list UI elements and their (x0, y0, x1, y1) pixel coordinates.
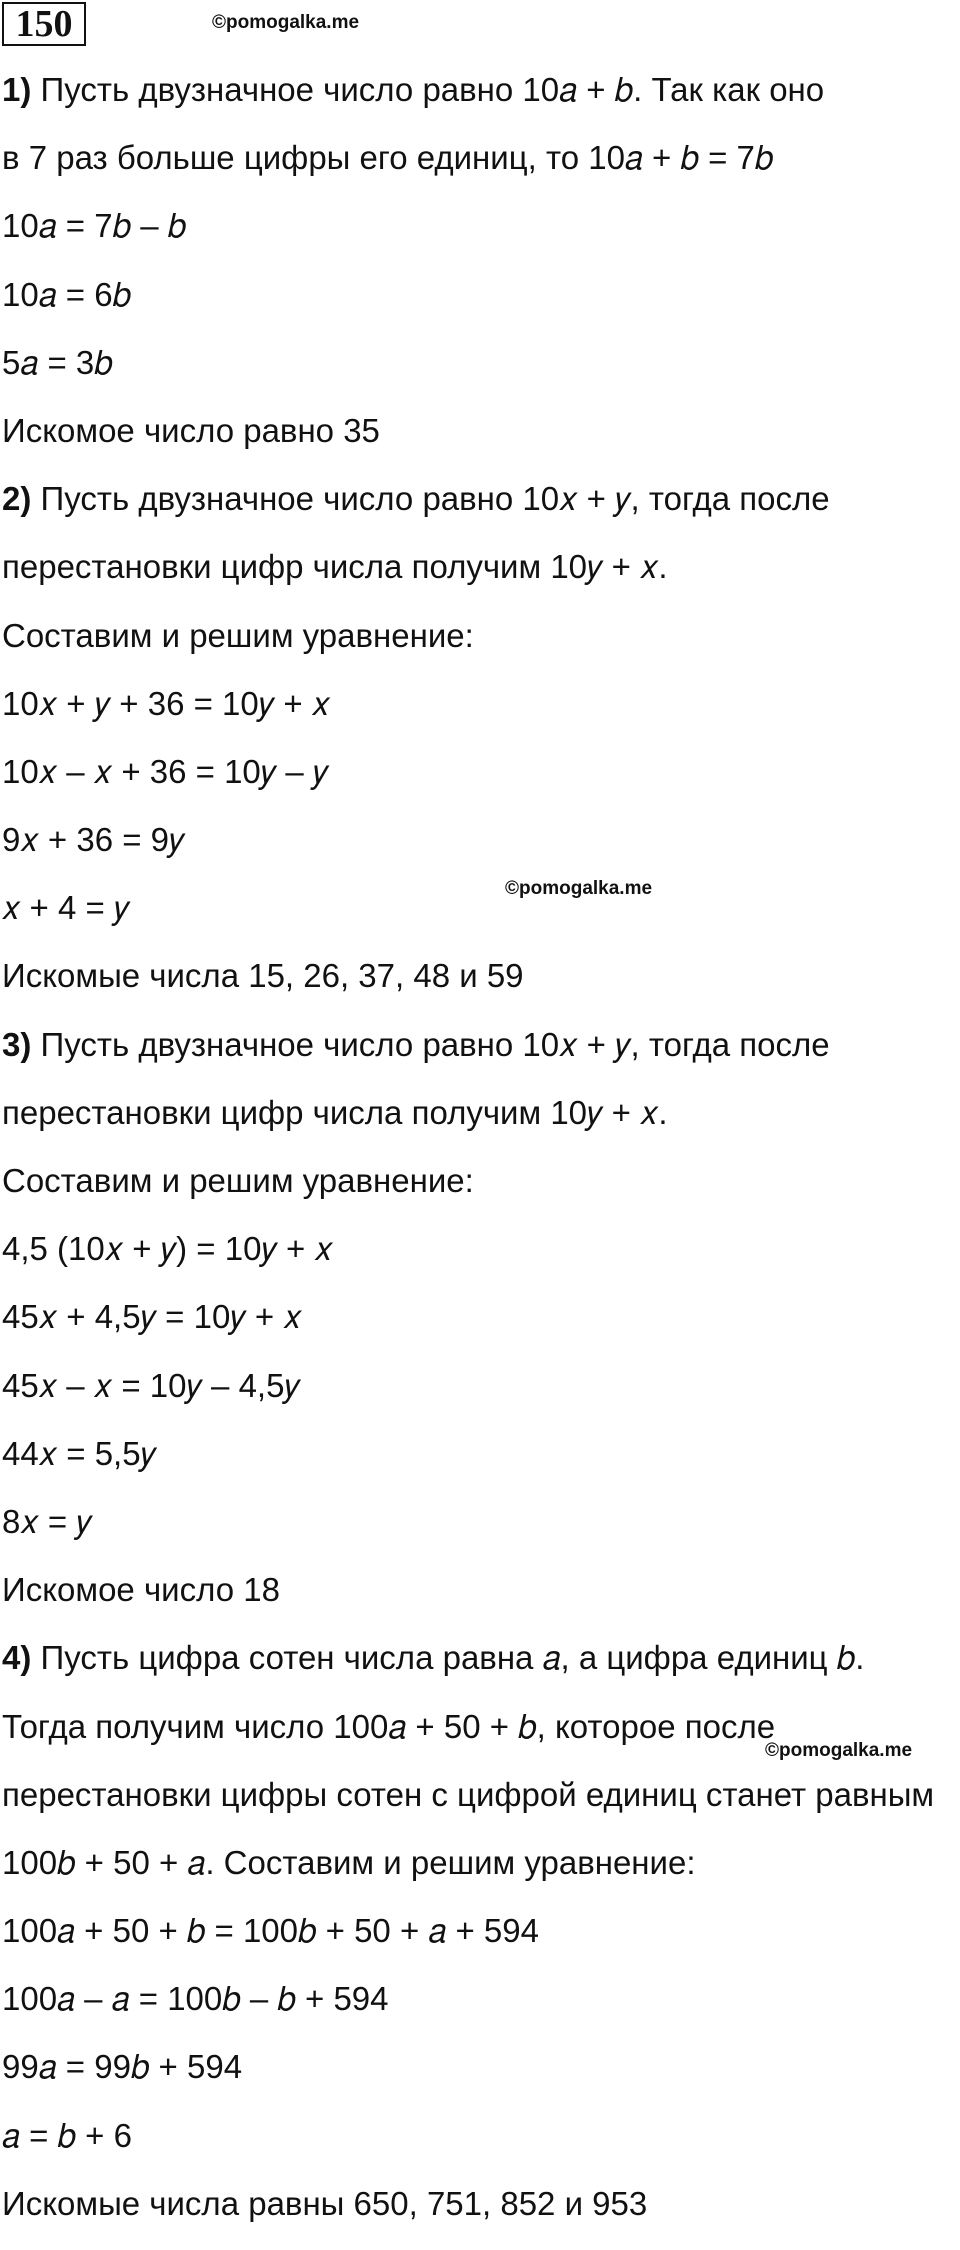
item-number: 1) (2, 71, 32, 108)
line-text: Пусть двузначное число равно 10𝑎 + 𝑏. Так как оно (31, 71, 825, 108)
line-text: 4,5 (10𝑥 + 𝑦) = 10𝑦 + 𝑥 (2, 1230, 333, 1268)
solution-line (2, 886, 934, 954)
solution-line (2, 1364, 934, 1432)
line-text: 45𝑥 + 4,5𝑦 = 10𝑦 + 𝑥 (2, 1298, 302, 1336)
problem-number-badge: 150 (2, 2, 86, 46)
line-text: 8𝑥 = 𝑦 (2, 1502, 92, 1540)
item-number: 3) (2, 1025, 32, 1063)
line-text: Пусть цифра сотен числа равна 𝑎, а цифра единиц 𝑏. (31, 1639, 865, 1677)
solution-line (2, 68, 934, 136)
watermark: ©pomogalka.me (765, 1740, 913, 1761)
solution-line (2, 1023, 934, 1091)
line-text: Тогда получим число 100𝑎 + 50 + 𝑏, которое после (2, 1707, 776, 1745)
solution-line (2, 1705, 934, 1773)
watermark: ©pomogalka.me (212, 12, 360, 33)
solution-line (2, 1841, 934, 1909)
line-text: в 7 раз больше цифры его единиц, то 10𝑎 + 𝑏 = 7𝑏 (2, 139, 774, 177)
solution-line (2, 1091, 934, 1159)
line-text: Составим и решим уравнение: (2, 616, 474, 654)
solution-line (2, 1432, 934, 1500)
solution-line (2, 1909, 934, 1977)
line-text: 9𝑥 + 36 = 9𝑦 (2, 821, 185, 859)
line-text: 10𝑎 = 7𝑏 – 𝑏 (2, 207, 187, 245)
line-text: 𝑥 + 4 = 𝑦 (2, 889, 130, 927)
line-text: 45𝑥 – 𝑥 = 10𝑦 – 4,5𝑦 (2, 1366, 300, 1404)
line-text: Пусть двузначное число равно 10𝑥 + 𝑦, тогда после (31, 1025, 830, 1063)
line-text: 100𝑏 + 50 + 𝑎. Составим и решим уравнение: (2, 1843, 696, 1881)
solution-line (2, 2045, 934, 2113)
solution-line (2, 954, 934, 1022)
solution-line (2, 136, 934, 204)
line-text: Искомое число равно 35 (2, 411, 380, 449)
solution-line (2, 1977, 934, 2045)
solution-line (2, 341, 934, 409)
solution-line (2, 1500, 934, 1568)
solution-line (2, 1773, 934, 1841)
solution-line (2, 614, 934, 682)
item-number: 4) (2, 1639, 32, 1677)
line-text: 10𝑥 + 𝑦 + 36 = 10𝑦 + 𝑥 (2, 684, 331, 722)
line-text: 100𝑎 + 50 + 𝑏 = 100𝑏 + 50 + 𝑎 + 594 (2, 1912, 539, 1950)
line-text: перестановки цифр числа получим 10𝑦 + 𝑥. (2, 548, 668, 586)
line-text: 100𝑎 – 𝑎 = 100𝑏 – 𝑏 + 594 (2, 1980, 389, 2018)
line-text: 10𝑥 – 𝑥 + 36 = 10𝑦 – 𝑦 (2, 752, 329, 790)
line-text: перестановки цифр числа получим 10𝑦 + 𝑥. (2, 1093, 668, 1131)
solution-line (2, 545, 934, 613)
solution-line (2, 1295, 934, 1363)
line-text: перестановки цифры сотен с цифрой единиц станет равным (2, 1775, 935, 1813)
solution-line (2, 409, 934, 477)
solution-line (2, 477, 934, 545)
line-text: Пусть двузначное число равно 10𝑥 + 𝑦, тогда после (31, 480, 830, 518)
line-text: 44𝑥 = 5,5𝑦 (2, 1434, 156, 1472)
solution-lines (2, 68, 934, 2250)
solution-line (2, 1159, 934, 1227)
line-text: Искомое число 18 (2, 1571, 280, 1609)
solution-line (2, 1568, 934, 1636)
line-text: 𝑎 = 𝑏 + 6 (2, 2116, 132, 2154)
solution-line (2, 204, 934, 272)
line-text: Искомые числа 15, 26, 37, 48 и 59 (2, 957, 524, 995)
line-text: 99𝑎 = 99𝑏 + 594 (2, 2048, 243, 2086)
solution-line (2, 1227, 934, 1295)
solution-line (2, 1636, 934, 1704)
solution-line (2, 750, 934, 818)
solution-line (2, 273, 934, 341)
item-number: 2) (2, 480, 32, 518)
solution-line (2, 2114, 934, 2182)
watermark: ©pomogalka.me (505, 878, 653, 899)
line-text: 10𝑎 = 6𝑏 (2, 275, 132, 313)
line-text: Составим и решим уравнение: (2, 1162, 474, 1199)
solution-line (2, 2182, 934, 2250)
solution-line (2, 818, 934, 886)
line-text: Искомые числа равны 650, 751, 852 и 953 (2, 2184, 648, 2222)
solution-line (2, 682, 934, 750)
line-text: 5𝑎 = 3𝑏 (2, 343, 113, 381)
